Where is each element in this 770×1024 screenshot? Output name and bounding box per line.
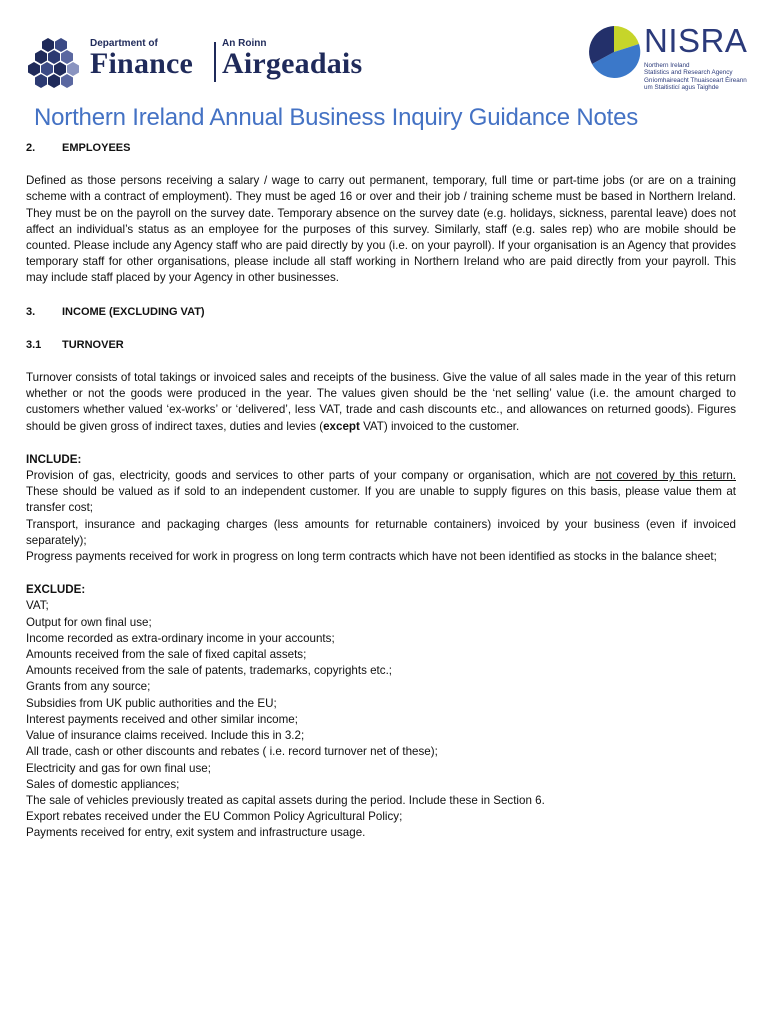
section-number: 3.	[26, 305, 36, 318]
department-of-finance-logo	[28, 36, 363, 94]
dof-line2-irish: Airgeadais	[222, 47, 363, 80]
section-number: 2.	[26, 142, 36, 154]
exclude-item: Grants from any source;	[26, 680, 151, 694]
dof-divider	[214, 42, 216, 82]
nisra-logo	[584, 22, 754, 94]
turnover-paragraph	[26, 370, 736, 435]
include-item: Progress payments received for work in progress on long term contracts which have not been identified as stocks in the balance sheet;	[26, 550, 717, 564]
include-item	[26, 468, 736, 517]
document-title: Northern Ireland Annual Business Inquiry Guidance Notes	[34, 104, 639, 131]
section-title: INCOME (EXCLUDING VAT)	[62, 305, 205, 318]
exclude-item: Payments received for entry, exit system and infrastructure usage.	[26, 826, 366, 840]
exclude-item: Sales of domestic appliances;	[26, 777, 180, 791]
exclude-item: All trade, cash or other discounts and rebates ( i.e. record turnover net of these);	[26, 745, 438, 759]
section-heading-turnover	[26, 337, 736, 353]
include-label: INCLUDE:	[26, 452, 82, 466]
exclude-item: Amounts received from the sale of fixed capital assets;	[26, 648, 307, 662]
dof-line1-irish: An Roinn	[222, 38, 267, 49]
section-title: TURNOVER	[62, 338, 124, 351]
nisra-sub-ga-1: Gníomhaireacht Thuaisceart Éireann	[644, 76, 747, 84]
exclude-item: Interest payments received and other similar income;	[26, 712, 298, 726]
exclude-item: Value of insurance claims received. Include this in 3.2;	[26, 729, 305, 743]
section-title: EMPLOYEES	[62, 142, 131, 154]
nisra-circle-icon	[584, 24, 644, 80]
section-heading-income	[26, 304, 736, 320]
section-number: 3.1	[26, 338, 42, 351]
include-item: Transport, insurance and packaging charges (less amounts for returnable containers) invoiced by your business (even if invoiced separately);	[26, 517, 736, 547]
include-text-b: These should be valued as if sold to an independent customer. If you are unable to supply figures on this basis, please value them at transfer cost;	[26, 485, 736, 515]
nisra-subtitle	[644, 62, 756, 92]
exclude-item: VAT;	[26, 599, 49, 613]
turnover-text-bold: except	[323, 419, 360, 433]
nisra-sub-ga-2: um Staitisticí agus Taighde	[644, 84, 719, 92]
exclude-item: Amounts received from the sale of patents, trademarks, copyrights etc.;	[26, 664, 393, 678]
dof-line2-english: Finance	[90, 47, 194, 80]
exclude-item: Electricity and gas for own final use;	[26, 761, 211, 775]
exclude-list	[26, 598, 736, 841]
document-body	[26, 140, 736, 842]
exclude-item: Subsidies from UK public authorities and the EU;	[26, 696, 277, 710]
nisra-wordmark: NISRA	[644, 22, 748, 59]
hexagon-cluster-icon	[28, 36, 84, 92]
nisra-sub-en-1: Northern Ireland	[644, 62, 690, 69]
exclude-item: Output for own final use;	[26, 615, 152, 629]
turnover-text-a: Turnover consists of total takings or invoiced sales and receipts of the business. Give the value of all sales made in the year of this return whether or not the goods were produced in the year. The values given should be the ‘net selling’ value (i.e. the amount charged to customers whether valued ‘ex-works’ or ‘delivered’, less VAT, trade and cash discounts etc., and allowances on returned goods). Figures should be given gross of indirect taxes, duties and levies (	[26, 371, 736, 433]
employees-paragraph: Defined as those persons receiving a salary / wage to carry out permanent, temporary, full time or part-time jobs (or are on a training scheme with a contract of employment). They must be aged 16 or over and their job / training scheme must be based in Northern Ireland. They must be on the payroll on the survey date. Temporary absence on the survey date (e.g. holidays, sickness, parental leave) does not affect an individual’s status as an employee for the purposes of this survey. Similarly, staff (e.g. sales rep) who are mobile should be counted. Please include any Agency staff who are paid directly by you (i.e. on your payroll). If your organisation is an Agency that provides temporary staff for other organisations, please include all staff working in Northern Ireland who are paid directly from your payroll. This may include staff placed by your Agency in other businesses.	[26, 174, 736, 285]
turnover-text-b: VAT) invoiced to the customer.	[359, 419, 520, 433]
section-heading-employees	[26, 140, 736, 156]
exclude-item: Export rebates received under the EU Common Policy Agricultural Policy;	[26, 810, 403, 824]
include-text-underlined: not covered by this return.	[595, 469, 736, 483]
dof-line1-english: Department of	[90, 38, 158, 49]
exclude-item: The sale of vehicles previously treated as capital assets during the period. Include these in Section 6.	[26, 793, 545, 807]
exclude-item: Income recorded as extra-ordinary income in your accounts;	[26, 631, 335, 645]
include-text-a: Provision of gas, electricity, goods and services to other parts of your company or organisation, which are	[26, 469, 596, 483]
nisra-sub-en-2: Statistics and Research Agency	[644, 69, 733, 77]
exclude-label: EXCLUDE:	[26, 583, 86, 597]
